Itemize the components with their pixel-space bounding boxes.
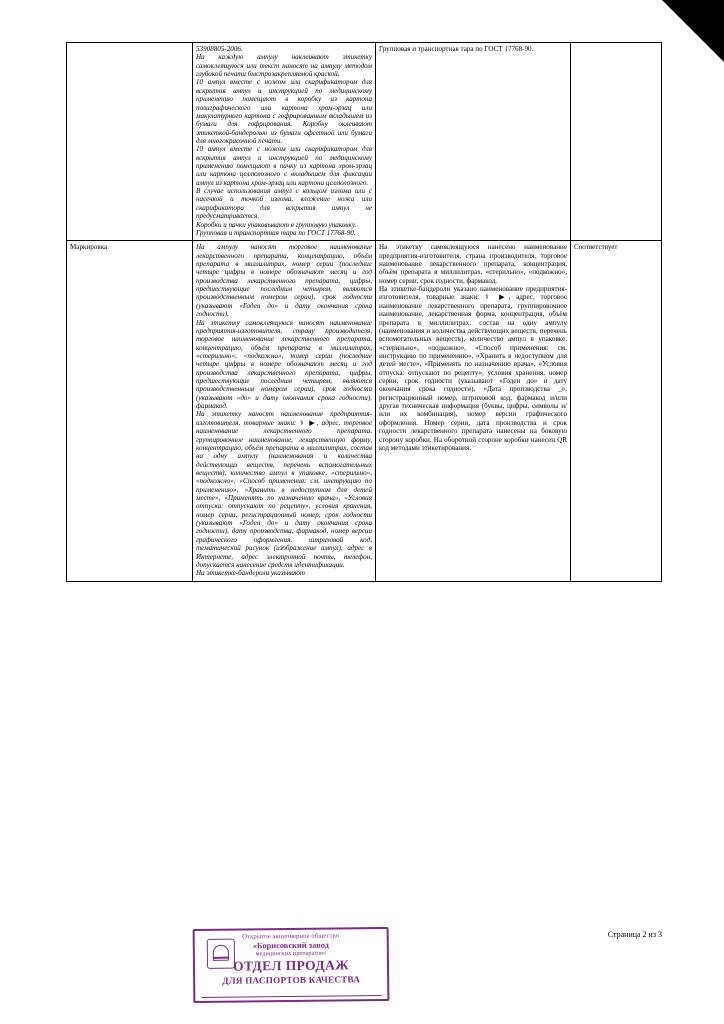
cell-result: Соответствует bbox=[571, 241, 662, 581]
company-stamp bbox=[193, 927, 390, 1003]
stamp-underline bbox=[201, 995, 381, 998]
stamp-line-1: Открытое акционерное общество bbox=[242, 932, 340, 941]
stamp-line-3: медицинских препаратов» bbox=[255, 949, 327, 958]
cell-result bbox=[571, 43, 662, 241]
company-logo-icon bbox=[207, 939, 235, 969]
page-corner-fold bbox=[662, 0, 724, 62]
cell-parameter-name: Маркировка bbox=[67, 241, 193, 581]
page-number: Страница 2 из 3 bbox=[607, 930, 662, 939]
cell-method: На этикетку самоклеящуюся нанесено наименование предприятия-изготовителя, страна производителя, торговое наименование лекарственного препарата, концентрация, объём препарата в миллилитрах, «стерильно», «подкожно», номер серии, срок годности, фармакод. На этикетке-бандероли указано наименование предприятия-изготовителя, товарные знаки: ⚕ ▶, адрес, торговое наименование лекарственного препарата, группировочное наименование, лекарственная форма, концентрация, объём препарата в миллилитрах, состав на одну ампулу (наименования и количества действующих веществ, перечень вспомогательных веществ), количество ампул в упаковке, «стерильно», «подкожно», «Способ применения: см. инструкцию по применению», «Хранить в недоступном для детей месте», «Применять по назначению врача», «Условия отпуска: отпускают по рецепту», условия хранения, номер серии, срок годности (указывают «Годен до» и дату окончания срока годности), «Дата производства _», регистрационный номер, штриховой код, фармакод и/или другая техническая информация (буквы, цифры, символы и/или их комбинация), номер версии графического оформления. Номер серии, дата производства и срок годности лекарственного препарата нанесены на боковую сторону коробки. На оборотной стороне коробки нанесен QR код методами этикетирования. bbox=[376, 241, 571, 581]
stamp-department: ОТДЕЛ ПРОДАЖ bbox=[232, 957, 350, 975]
cell-method: Групповая и транспортная тара по ГОСТ 17768-90. bbox=[376, 43, 571, 241]
cell-requirements: На ампулу наносят торговое наименование лекарственного препарата, концентрацию, объём препарата в миллилитрах, номер серии (последние четыре цифры в номере обозначают месяц и год производства лекарственного препарата, цифры, предшествующие последним четырем, являются производственным номером серии), срок годности (указывают «Годен до» и дату окончания срока годности). На этикетку самоклеящуюся наносят наименование предприятия-изготовителя, страну производителя, торговое наименование лекарственного препарата, концентрацию, объём препарата в миллилитрах, «стерильно», «подкожно», номер серии (последние четыре цифры в номере обозначают месяц и год производства лекарственного препарата, цифры, предшествующие последним четырем, являются производственным номером серии), срок годности (указывают «до» и дату окончания срока годности), фармакод. На этикетку наносят наименование предприятия-изготовителя, товарные знаки: ⚕ ▶, адрес, торговое наименование лекарственного препарата, группировочное наименование, лекарственную форму, концентрацию, объём препарата в миллилитрах, состав на одну ампулу (наименования и количества действующих веществ, перечень вспомогательных веществ), количество ампул в упаковке, «стерильно», «подкожно», «Способ применения: см. инструкцию по применению», «Хранить в недоступном для детей месте», «Применять по назначению врача», «Условия отпуска: отпускают по рецепту», условия хранения, номер серии, регистрационный номер, срок годности (указывают «Годен до» и дату окончания срока годности), дату производства, фармакод, номер версии графического оформления, штриховой код, тематический рисунок (изображение ампул), адрес в Интернете, адрес электронной почты, телефон, допускается нанесение средств идентификации. На этикетке-бандероли указывают bbox=[193, 241, 376, 581]
cell-parameter-name bbox=[67, 43, 193, 241]
cell-requirements: 53908805-2006. На каждую ампулу наклеивают этикетку самоклеящуюся или текст наносят на ампулу методом глубокой печати быстрозакрепляемой краской. 10 ампул вместе с ножом или скарификатором для вскрытия ампул и инструкцией по медицинскому применению помещают в коробку из картона полиграфического или картона хром-эрзац или макулатурного картона с гофрированным вкладышем из бумаги для гофрирования. Коробку оклеивают этикеткой-бандеролью из бумаги офсетной или бумаги для многокрасочной печати. 10 ампул вместе с ножом или скарификатором для вскрытия ампул и инструкцией по медицинскому применению помещают в пачку из картона хром-эрзац или картона целлюлозного с вкладышем для фиксации ампул из картона хром-эрзац или картона целлюлозного. В случае использования ампул с кольцом излома или с насечкой и точкой излома, вложение ножа или скарификатора для вскрытия ампул не предусматривается. Коробки и пачки упаковывают в групповую упаковку. Групповая и транспортная тара по ГОСТ 17768-90. bbox=[193, 43, 376, 241]
specification-table bbox=[66, 42, 662, 582]
stamp-purpose: ДЛЯ ПАСПОРТОВ КАЧЕСТВА bbox=[222, 973, 361, 986]
table-row bbox=[67, 241, 662, 581]
table-row bbox=[67, 43, 662, 241]
stamp-line-2: «Борисовский завод bbox=[252, 940, 329, 950]
